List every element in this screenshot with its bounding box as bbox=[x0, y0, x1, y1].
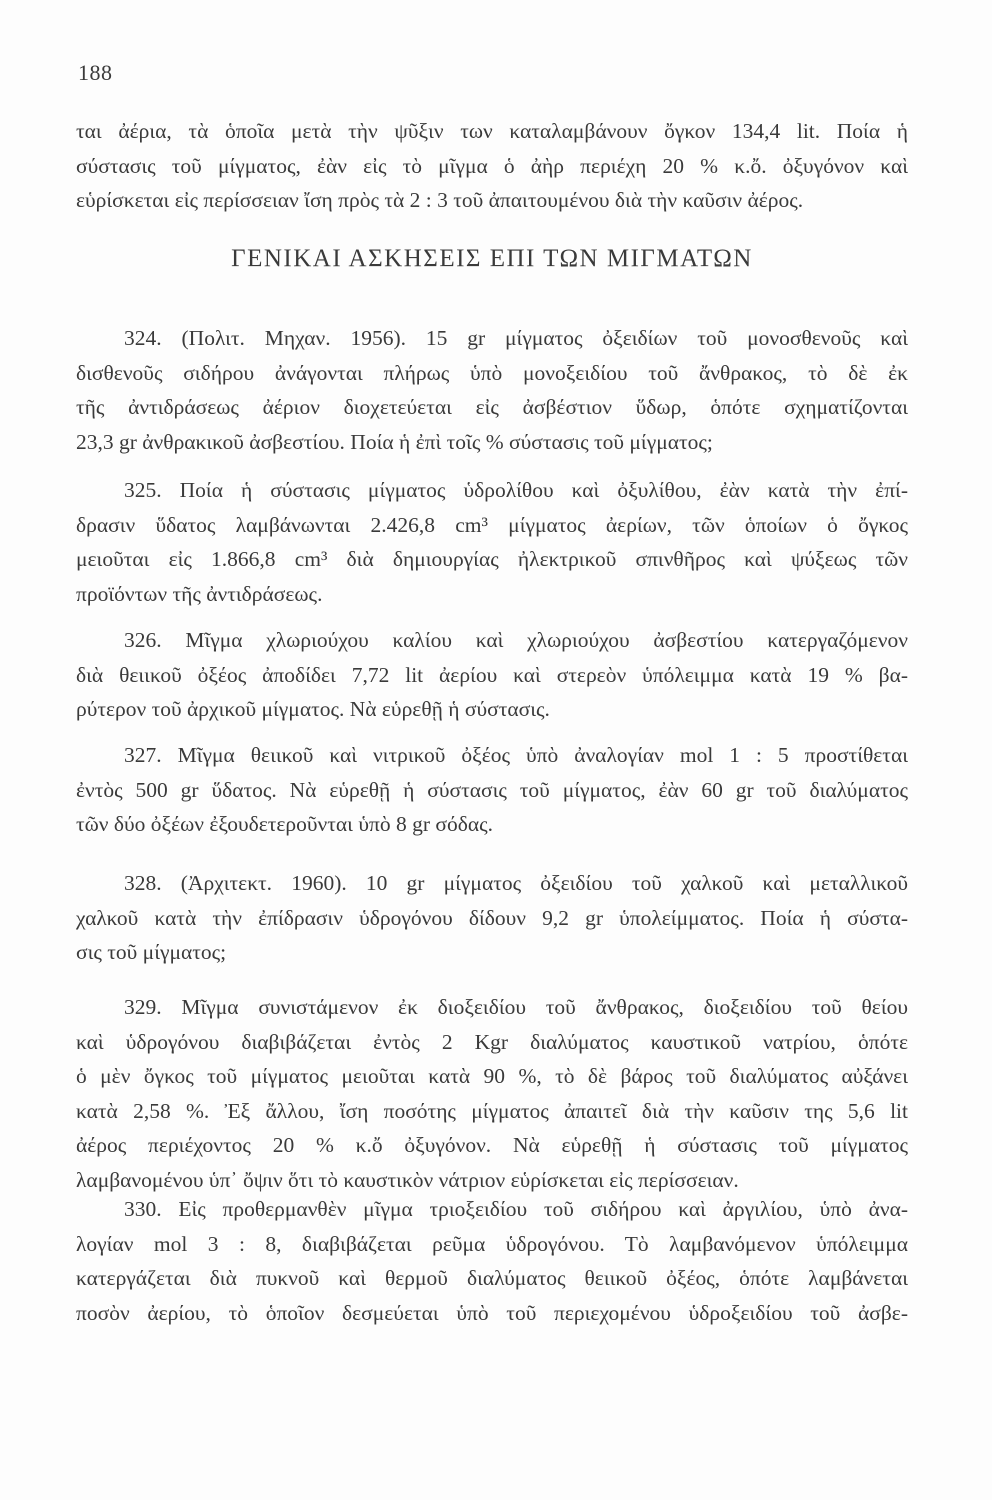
page-number: 188 bbox=[78, 60, 113, 85]
text-line: δισθενοῦς σιδήρου ἀνάγονται πλήρως ὑπὸ μονοξειδίου τοῦ ἄνθρακος, τὸ δὲ ἐκ bbox=[76, 360, 908, 385]
text-line: λογίαν mol 3 : 8, διαβιβάζεται ρεῦμα ὑδρογόνου. Τὸ λαμβανόμενον ὑπόλειμμα bbox=[76, 1231, 908, 1256]
text-line: καὶ ὑδρογόνου διαβιβάζεται ἐντὸς 2 Kgr διαλύματος καυστικοῦ νατρίου, ὁπότε bbox=[76, 1029, 908, 1054]
exercise-327 bbox=[76, 738, 908, 842]
intro-paragraph bbox=[76, 114, 908, 218]
text-line: χαλκοῦ κατὰ τὴν ἐπίδρασιν ὑδρογόνου δίδουν 9,2 gr ὑπολείμματος. Ποία ἡ σύστα- bbox=[76, 905, 908, 930]
text-line: ρύτερον τοῦ ἀρχικοῦ μίγματος. Νὰ εὑρεθῇ ἡ σύστασις. bbox=[76, 697, 550, 721]
text-line: προϊόντων τῆς ἀντιδράσεως. bbox=[76, 581, 323, 606]
text-line: λαμβανομένου ὑπ᾽ ὄψιν ὅτι τὸ καυστικὸν νάτριον εὑρίσκεται εἰς περίσσειαν. bbox=[76, 1167, 739, 1192]
exercise-326 bbox=[76, 623, 908, 727]
text-line: 327. Μῖγμα θειικοῦ καὶ νιτρικοῦ ὀξέος ὑπὸ ἀναλογίαν mol 1 : 5 προστίθεται bbox=[124, 743, 908, 767]
exercise-324 bbox=[76, 321, 908, 459]
text-line: σύστασις τοῦ μίγματος, ἐὰν εἰς τὸ μῖγμα ὁ ἀὴρ περιέχη 20 % κ.ὄ. ὀξυγόνον καὶ bbox=[76, 153, 908, 178]
text-line: 23,3 gr ἀνθρακικοῦ ἀσβεστίου. Ποία ἡ ἐπὶ τοῖς % σύστασις τοῦ μίγματος; bbox=[76, 429, 713, 454]
text-line: τῆς ἀντιδράσεως ἀέριον διοχετεύεται εἰς ἀσβέστιον ὕδωρ, ὁπότε σχηματίζονται bbox=[76, 395, 908, 419]
exercise-325 bbox=[76, 473, 908, 611]
text-line: κατεργάζεται διὰ πυκνοῦ καὶ θερμοῦ διαλύματος θειικοῦ ὀξέος, ὁπότε λαμβάνεται bbox=[76, 1266, 908, 1290]
text-line: ποσὸν ἀερίου, τὸ ὁποῖον δεσμεύεται ὑπὸ τοῦ περιεχομένου ὑδροξειδίου τοῦ ἀσβε- bbox=[76, 1300, 908, 1325]
text-line: κατὰ 2,58 %. Ἐξ ἄλλου, ἴση ποσότης μίγματος ἀπαιτεῖ διὰ τὴν καῦσιν της 5,6 lit bbox=[76, 1098, 908, 1123]
text-line: τῶν δύο ὀξέων ἐξουδετεροῦνται ὑπὸ 8 gr σόδας. bbox=[76, 812, 494, 836]
text-line: ἐντὸς 500 gr ὕδατος. Νὰ εὑρεθῇ ἡ σύστασις τοῦ μίγματος, ἐὰν 60 gr τοῦ διαλύματος bbox=[76, 777, 908, 802]
text-line: 324. (Πολιτ. Μηχαν. 1956). 15 gr μίγματος ὀξειδίων τοῦ μονοσθενοῦς καὶ bbox=[124, 326, 908, 350]
text-line: 329. Μῖγμα συνιστάμενον ἐκ διοξειδίου τοῦ ἄνθρακος, διοξειδίου τοῦ θείου bbox=[124, 995, 908, 1019]
text-line: μειοῦται εἰς 1.866,8 cm³ διὰ δημιουργίας ἠλεκτρικοῦ σπινθῆρος καὶ ψύξεως τῶν bbox=[76, 547, 908, 571]
text-line: ται ἀέρια, τὰ ὁποῖα μετὰ τὴν ψῦξιν των καταλαμβάνουν ὄγκον 134,4 lit. Ποία ἡ bbox=[76, 119, 908, 143]
text-line: ὁ μὲν ὄγκος τοῦ μίγματος μειοῦται κατὰ 90 %, τὸ δὲ βάρος τοῦ διαλύματος αὐξάνει bbox=[76, 1064, 908, 1088]
exercise-330 bbox=[76, 1192, 908, 1330]
section-heading: ΓΕΝΙΚΑΙ ΑΣΚΗΣΕΙΣ ΕΠΙ ΤΩΝ ΜΙΓΜΑΤΩΝ bbox=[231, 245, 753, 272]
text-line: 326. Μῖγμα χλωριούχου καλίου καὶ χλωριούχου ἀσβεστίου κατεργαζόμενον bbox=[124, 628, 908, 652]
text-line: 325. Ποία ἡ σύστασις μίγματος ὑδρολίθου καὶ ὀξυλίθου, ἐὰν κατὰ τὴν ἐπί- bbox=[124, 478, 908, 502]
text-line: ἀέρος περιέχοντος 20 % κ.ὄ ὀξυγόνον. Νὰ εὑρεθῇ ἡ σύστασις τοῦ μίγματος bbox=[76, 1133, 908, 1157]
text-line: 330. Εἰς προθερμανθὲν μῖγμα τριοξειδίου τοῦ σιδήρου καὶ ἀργιλίου, ὑπὸ ἀνα- bbox=[124, 1197, 908, 1221]
text-line: 328. (Ἀρχιτεκτ. 1960). 10 gr μίγματος ὀξειδίου τοῦ χαλκοῦ καὶ μεταλλικοῦ bbox=[124, 871, 908, 895]
text-line: διὰ θειικοῦ ὀξέος ἀποδίδει 7,72 lit ἀερίου καὶ στερεὸν ὑπόλειμμα κατὰ 19 % βα- bbox=[76, 662, 908, 687]
text-line: σις τοῦ μίγματος; bbox=[76, 940, 227, 964]
text-line: δρασιν ὕδατος λαμβάνωνται 2.426,8 cm³ μίγματος ἀερίων, τῶν ὁποίων ὁ ὄγκος bbox=[76, 512, 908, 537]
exercise-329 bbox=[76, 990, 908, 1197]
text-line: εὑρίσκεται εἰς περίσσειαν ἴση πρὸς τὰ 2 : 3 τοῦ ἀπαιτουμένου διὰ τὴν καῦσιν ἀέρος. bbox=[76, 188, 804, 212]
exercise-328 bbox=[76, 866, 908, 970]
